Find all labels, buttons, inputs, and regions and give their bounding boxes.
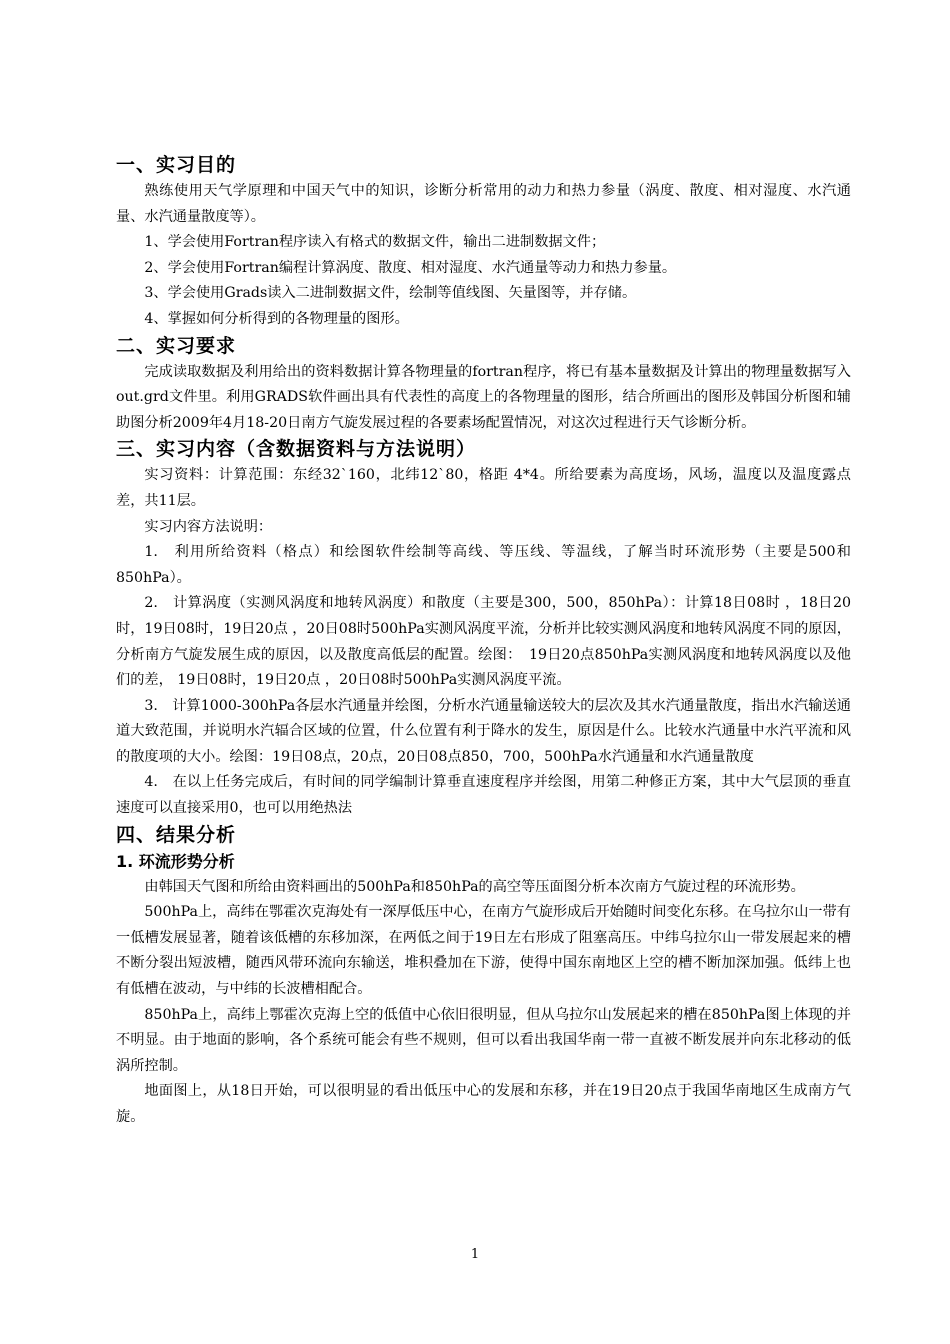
paragraph: 1、学会使用Fortran程序读入有格式的数据文件，输出二进制数据文件； (144, 234, 606, 251)
section-results (116, 822, 851, 1131)
paragraph: 4、掌握如何分析得到的各物理量的图形。 (144, 310, 409, 327)
section-heading: 三、实习内容（含数据资料与方法说明） (116, 438, 477, 461)
paragraph: 1. 利用所给资料（格点）和绘图软件绘制等高线、等压线、等温线，了解当时环流形势（主要是500和850hPa）。 (116, 544, 851, 586)
document-body (116, 152, 851, 1131)
paragraph: 4. 在以上任务完成后，有时间的同学编制计算垂直速度程序并绘图，用第二种修正方案，其中大气层顶的垂直速度可以直接采用0，也可以用绝热法 (116, 774, 851, 817)
paragraph: 500hPa上，高纬在鄂霍次克海处有一深厚低压中心，在南方气旋形成后开始随时间变化东移。在乌拉尔山一带有一低槽发展显著，随着该低槽的东移加深，在两低之间于19日左右形成了阻塞高压。中纬乌拉尔山一带发展起来的槽不断分裂出短波槽，随西风带环流向东输送，堆积叠加在下游，使得中国东南地区上空的槽不断加深加强。低纬上也有低槽在波动，与中纬的长波槽相配合。 (116, 904, 851, 998)
paragraph: 2. 计算涡度（实测风涡度和地转风涡度）和散度（主要是300，500，850hPa）：计算18日08时 ，18日20时，19日08时，19日20点 ，20日08时500hPa实测风涡度平流，分析并比较实测风涡度和地转风涡度不同的原因，分析南方气旋发展生成的原因，以及散度高低层的配置。绘图： 19日20点850hPa实测风涡度和地转风涡度以及他们的差， 19日08时，19日20点 ，20日08时500hPa实测风涡度平流。 (116, 595, 851, 689)
paragraph: 3. 计算1000-300hPa各层水汽通量并绘图，分析水汽通量输送较大的层次及其水汽通量散度，指出水汽输送通道大致范围，并说明水汽辐合区域的位置，什么位置有利于降水的发生，原因是什么。比较水汽通量中水汽平流和风的散度项的大小。绘图：19日08点，20点，20日08点850，700，500hPa水汽通量和水汽通量散度 (116, 697, 851, 765)
paragraph: 由韩国天气图和所给由资料画出的500hPa和850hPa的高空等压面图分析本次南方气旋过程的环流形势。 (144, 878, 805, 895)
page-number: 1 (470, 1247, 480, 1262)
section-requirements (116, 333, 851, 437)
paragraph: 实习资料：计算范围：东经32`160，北纬12`80，格距 4*4。所给要素为高度场，风场，温度以及温度露点差，共11层。 (116, 467, 851, 509)
paragraph: 850hPa上，高纬上鄂霍次克海上空的低值中心依旧很明显，但从乌拉尔山发展起来的槽在850hPa图上体现的并不明显。由于地面的影响，各个系统可能会有些不规则，但可以看出我国华南一带一直被不断发展并向东北移动的低涡所控制。 (116, 1006, 851, 1074)
subsection-heading: 1. 环流形势分析 (116, 851, 235, 871)
paragraph: 完成读取数据及利用给出的资料数据计算各物理量的fortran程序，将已有基本量数据及计算出的物理量数据写入out.grd文件里。利用GRADS软件画出具有代表性的高度上的各物理量的图形，结合所画出的图形及韩国分析图和辅助图分析2009年4月18-20日南方气旋发展过程的各要素场配置情况，对这次过程进行天气诊断分析。 (116, 363, 851, 431)
paragraph: 熟练使用天气学原理和中国天气中的知识，诊断分析常用的动力和热力参量（涡度、散度、相对湿度、水汽通量、水汽通量散度等）。 (116, 183, 851, 225)
paragraph: 地面图上，从18日开始，可以很明显的看出低压中心的发展和东移，并在19日20点于我国华南地区生成南方气旋。 (116, 1083, 851, 1125)
section-heading: 二、实习要求 (116, 334, 237, 357)
section-purpose (116, 152, 851, 333)
paragraph: 3、学会使用Grads读入二进制数据文件，绘制等值线图、矢量图等，并存储。 (144, 285, 637, 302)
paragraph: 2、学会使用Fortran编程计算涡度、散度、相对湿度、水汽通量等动力和热力参量。 (144, 259, 677, 276)
section-heading: 一、实习目的 (116, 154, 237, 176)
section-heading: 四、结果分析 (116, 823, 237, 846)
paragraph: 实习内容方法说明： (144, 518, 273, 535)
section-content (116, 436, 851, 821)
